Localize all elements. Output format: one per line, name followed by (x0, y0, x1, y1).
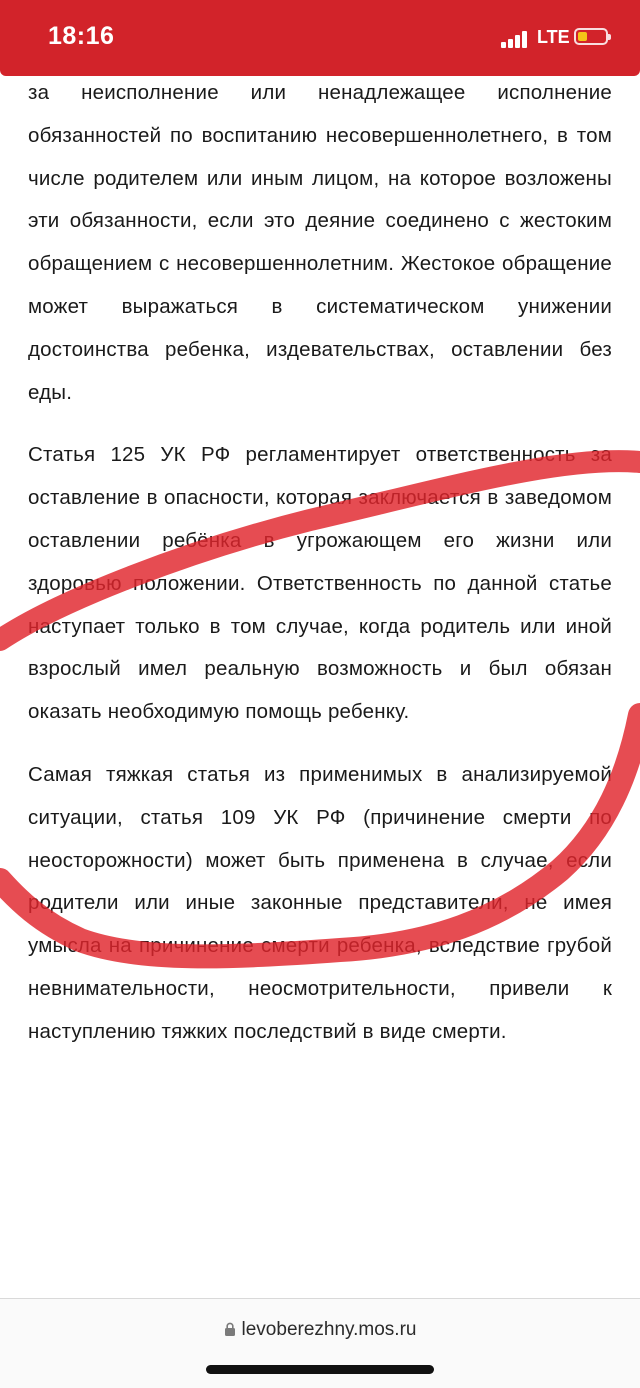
url-display[interactable] (0, 1319, 640, 1341)
lock-icon (224, 1322, 236, 1336)
signal-strength-icon (501, 30, 529, 48)
article-body (28, 72, 612, 1054)
url-text: levoberezhny.mos.ru (241, 1319, 417, 1340)
battery-icon (574, 28, 608, 45)
home-indicator[interactable] (206, 1365, 434, 1374)
status-bar (0, 0, 640, 76)
status-time: 18:16 (48, 22, 115, 50)
browser-address-bar[interactable] (0, 1298, 640, 1388)
article-paragraph-1: за неисполнение или ненадлежащее исполнение обязанностей по воспитанию несовершеннолетнего, в том числе родителем или иным лицом, на которое возложены эти обязанности, если это деяние соединено с жестоким обращением с несовершеннолетним. Жестокое обращение может выражаться в систематическом унижении достоинства ребенка, издевательствах, оставлении без еды. (28, 81, 612, 404)
article-paragraph-2: Статья 125 УК РФ регламентирует ответственность за оставление в опасности, которая заключается в заведомом оставлении ребёнка в угрожающем его жизни или здоровью положении. Ответственность по данной статье наступает только в том случае, когда родитель или иной взрослый имел реальную возможность и был обязан оказать необходимую помощь ребенку. (28, 443, 612, 724)
network-type: LTE (537, 27, 570, 47)
article-paragraph-3: Самая тяжкая статья из применимых в анализируемой ситуации, статья 109 УК РФ (причинение смерти по неосторожности) может быть применена в случае, если родители или иные законные представители, не имея умысла на причинение смерти ребенка, вследствие грубой невнимательности, неосмотрительности, привели к наступлению тяжких последствий в виде смерти. (28, 762, 612, 1043)
